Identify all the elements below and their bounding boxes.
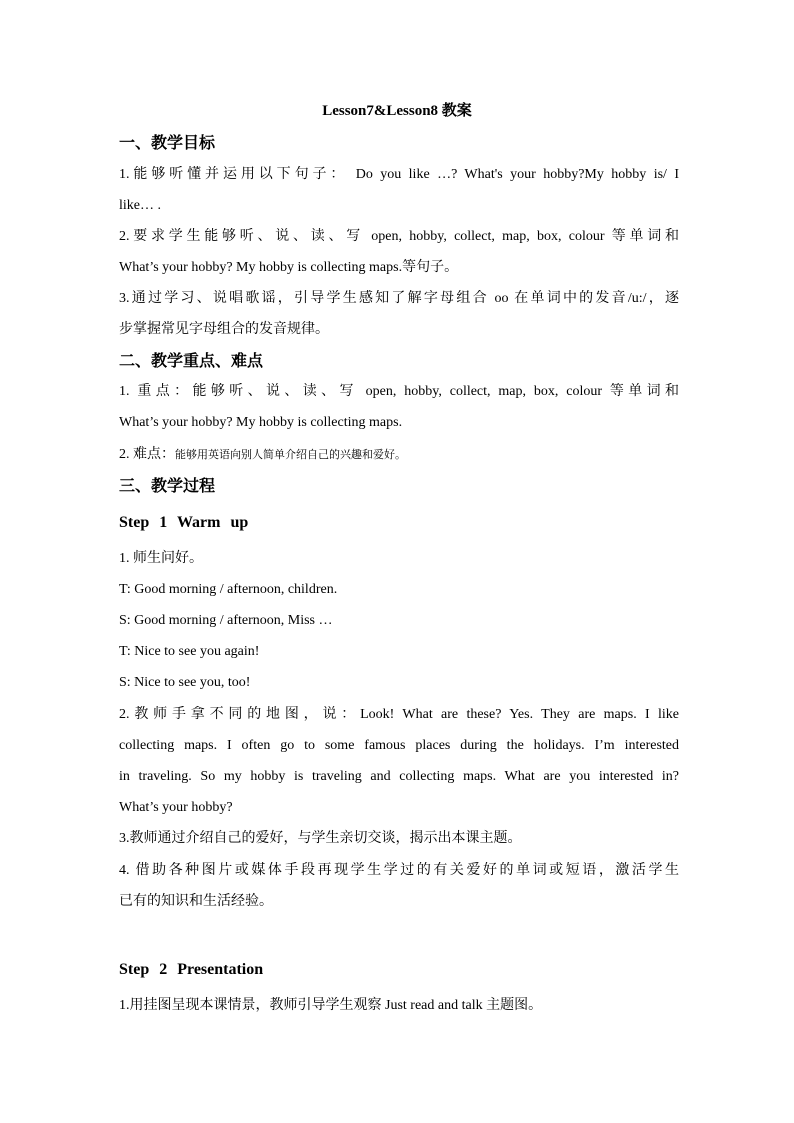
document-title: Lesson7&Lesson8 教案 [322,103,472,119]
step-2-item-1: 1.用挂图呈现本课情景，教师引导学生观察 Just read and talk 主题图。 [119,998,543,1013]
section-heading-process: 三、教学过程 [119,478,216,495]
step-1-item-2-line-4: What’s your hobby? [119,800,233,815]
step-1-item-2-line-2: collecting maps. I often go to some famous places during the holidays. I’m interested [119,738,679,753]
dialogue-student-1: S: Good morning / afternoon, Miss … [119,613,333,628]
dialogue-teacher-1: T: Good morning / afternoon, children. [119,582,338,597]
step-1-item-1: 1. 师生问好。 [119,551,203,566]
step-1-heading: Step 1 Warm up [119,514,249,531]
key-point-1-line-2: What’s your hobby? My hobby is collecting maps. [119,415,403,430]
key-point-2-text: 能够用英语向别人简单介绍自己的兴趣和爱好。 [175,448,406,461]
goal-1-line-2: like… . [119,198,161,213]
step-1-item-2-line-3: in traveling. So my hobby is traveling and collecting maps. What are you interested in? [119,769,679,784]
goal-3-line-2: 步掌握常见字母组合的发音规律。 [119,322,329,337]
key-point-2 [119,446,679,464]
goal-2-line-2: What’s your hobby? My hobby is collecting maps.等句子。 [119,260,459,275]
goal-3-line-1: 3.通过学习、说唱歌谣，引导学生感知了解字母组合 oo 在单词中的发音/u:/，逐 [119,291,679,306]
dialogue-teacher-2: T: Nice to see you again! [119,644,260,659]
dialogue-student-2: S: Nice to see you, too! [119,675,251,690]
section-heading-key-points: 二、教学重点、难点 [119,353,264,370]
step-1-item-3: 3.教师通过介绍自己的爱好，与学生亲切交谈，揭示出本课主题。 [119,831,522,846]
section-heading-goals: 一、教学目标 [119,135,216,152]
step-2-heading: Step 2 Presentation [119,961,264,978]
goal-2-line-1: 2.要求学生能够听、说、读、写 open, hobby, collect, map, box, colour 等单词和 [119,229,679,244]
key-point-1-line-1: 1. 重点：能够听、说、读、写 open, hobby, collect, map, box, colour 等单词和 [119,384,679,399]
step-1-item-4-line-1: 4. 借助各种图片或媒体手段再现学生学过的有关爱好的单词或短语，激活学生 [119,863,679,878]
goal-1-line-1: 1.能够听懂并运用以下句子： Do you like …? What's your hobby?My hobby is/ I [119,167,679,182]
step-1-item-2-line-1: 2.教师手拿不同的地图，说：Look! What are these? Yes. They are maps. I like [119,707,679,722]
key-point-2-prefix: 2. 难点： [119,447,175,462]
step-1-item-4-line-2: 已有的知识和生活经验。 [119,894,273,909]
